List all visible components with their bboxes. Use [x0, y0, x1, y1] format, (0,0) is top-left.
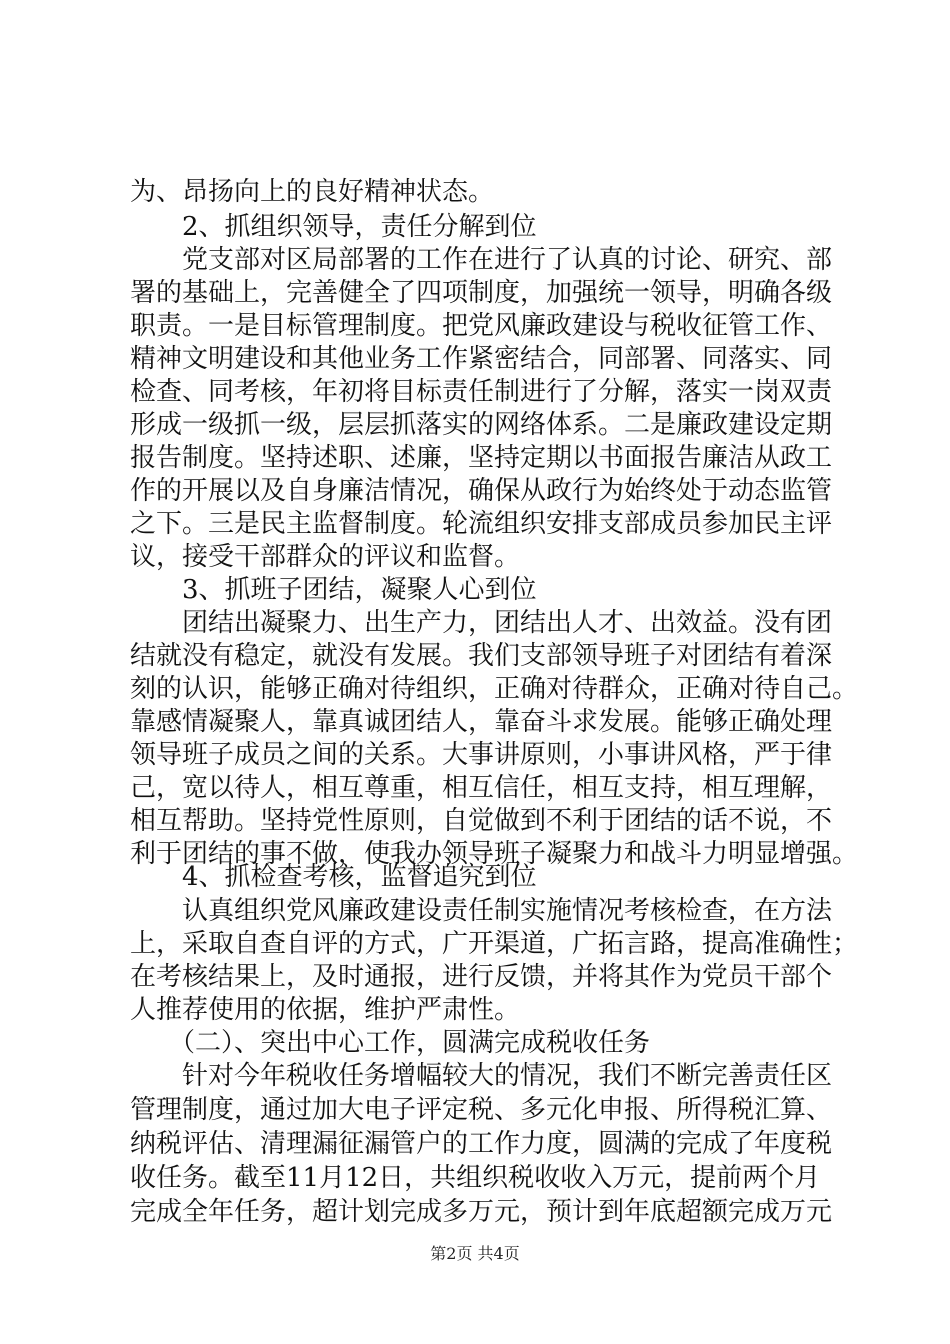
page-footer: 第2页 共4页: [430, 1244, 520, 1263]
text-line: 之下。三是民主监督制度。轮流组织安排支部成员参加民主评: [130, 509, 833, 539]
text-line: 相互帮助。坚持党性原则，自觉做到不利于团结的话不说，不: [130, 806, 833, 836]
text-line: 党支部对区局部署的工作在进行了认真的讨论、研究、部: [130, 245, 833, 275]
text-line: 靠感情凝聚人，靠真诚团结人，靠奋斗求发展。能够正确处理: [130, 707, 833, 737]
text-line: 收任务。截至11月12日，共组织税收收入万元，提前两个月: [130, 1163, 821, 1193]
section-heading: 2、抓组织领导，责任分解到位: [130, 212, 537, 242]
text-line: 团结出凝聚力、出生产力，团结出人才、出效益。没有团: [130, 608, 833, 638]
text-line: 己，宽以待人，相互尊重，相互信任，相互支持，相互理解，: [130, 773, 833, 803]
section-heading: 3、抓班子团结，凝聚人心到位: [130, 575, 537, 605]
text-line: 针对今年税收任务增幅较大的情况，我们不断完善责任区: [130, 1061, 833, 1091]
text-line: 刻的认识，能够正确对待组织，正确对待群众，正确对待自己。: [130, 674, 859, 704]
text-line: 议，接受干部群众的评议和监督。: [130, 542, 521, 572]
text-line: 精神文明建设和其他业务工作紧密结合，同部署、同落实、同: [130, 344, 833, 374]
text-line: 结就没有稳定，就没有发展。我们支部领导班子对团结有着深: [130, 641, 833, 671]
text-line: 上，采取自查自评的方式，广开渠道，广拓言路，提高准确性；: [130, 929, 859, 959]
text-line: 完成全年任务，超计划完成多万元，预计到年底超额完成万元: [130, 1197, 833, 1227]
text-line: 检查、同考核，年初将目标责任制进行了分解，落实一岗双责: [130, 377, 833, 407]
text-line: 报告制度。坚持述职、述廉，坚持定期以书面报告廉洁从政工: [130, 443, 833, 473]
text-line: 为、昂扬向上的良好精神状态。: [130, 177, 495, 207]
text-line: 管理制度，通过加大电子评定税、多元化申报、所得税汇算、: [130, 1095, 833, 1125]
text-line: 纳税评估、清理漏征漏管户的工作力度，圆满的完成了年度税: [130, 1129, 833, 1159]
section-heading: （二）、突出中心工作，圆满完成税收任务: [130, 1028, 651, 1058]
text-line: 署的基础上，完善健全了四项制度，加强统一领导，明确各级: [130, 278, 833, 308]
section-heading: 4、抓检查考核，监督追究到位: [130, 862, 537, 892]
text-line: 形成一级抓一级，层层抓落实的网络体系。二是廉政建设定期: [130, 410, 833, 440]
text-line: 认真组织党风廉政建设责任制实施情况考核检查，在方法: [130, 896, 833, 926]
text-line: 领导班子成员之间的关系。大事讲原则，小事讲风格，严于律: [130, 740, 833, 770]
text-line: 作的开展以及自身廉洁情况，确保从政行为始终处于动态监管: [130, 476, 833, 506]
text-line: 人推荐使用的依据，维护严肃性。: [130, 995, 521, 1025]
text-line: 职责。一是目标管理制度。把党风廉政建设与税收征管工作、: [130, 311, 833, 341]
text-line: 利于团结的事不做，使我办领导班子凝聚力和战斗力明显增强。: [130, 839, 859, 869]
text-line: 在考核结果上，及时通报，进行反馈，并将其作为党员干部个: [130, 962, 833, 992]
